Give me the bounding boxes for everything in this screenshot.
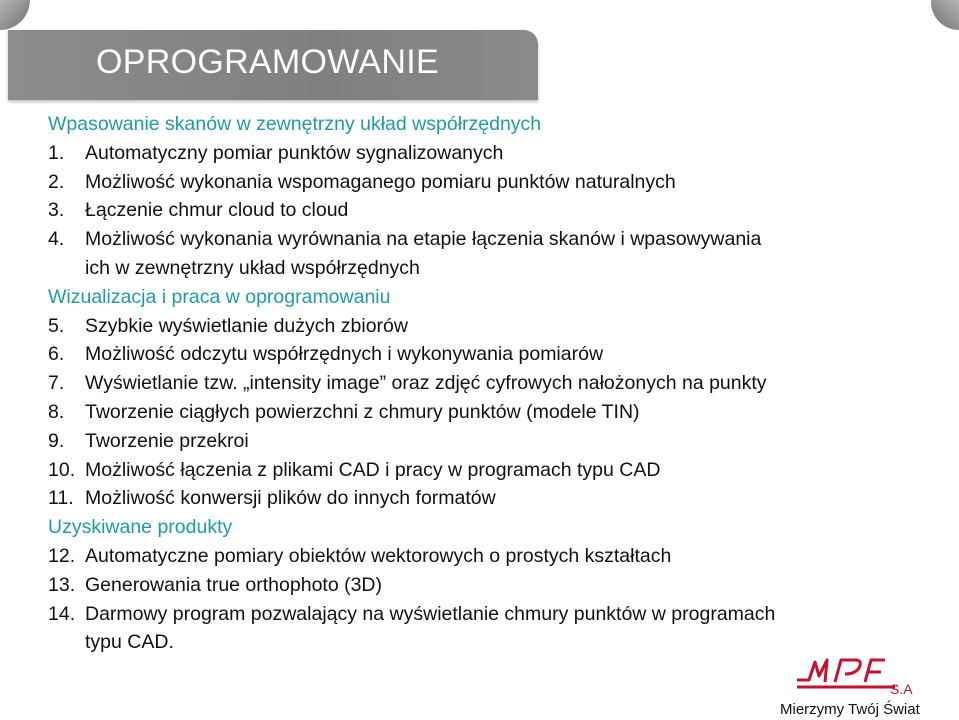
list-item-number: 9. — [48, 429, 65, 452]
list-item-continuation: ich w zewnętrzny układ współrzędnych — [85, 256, 420, 279]
list-item — [48, 600, 928, 629]
list-item — [48, 225, 928, 254]
list-item-text: Możliwość wykonania wspomaganego pomiaru punktów naturalnych — [85, 170, 676, 193]
list-item — [48, 456, 928, 485]
slide-content — [48, 110, 928, 657]
title-banner — [8, 30, 538, 100]
list-item-continuation: typu CAD. — [85, 631, 174, 654]
section-heading: Wpasowanie skanów w zewnętrzny układ współrzędnych — [48, 113, 542, 135]
list-item-number: 13. — [48, 573, 76, 596]
list-item-number: 14. — [48, 602, 76, 625]
list-item — [48, 369, 928, 398]
company-logo — [780, 652, 945, 720]
list-item-number: 6. — [48, 343, 65, 366]
list-item — [48, 484, 928, 513]
list-item-text: Automatyczne pomiary obiektów wektorowych o prostych kształtach — [85, 544, 672, 567]
mpl-logo-icon — [795, 652, 905, 694]
list-item-number: 5. — [48, 314, 65, 337]
list-item — [48, 168, 928, 197]
list-item — [48, 571, 928, 600]
list-item-number: 10. — [48, 458, 76, 481]
slide-title: OPROGRAMOWANIE — [96, 43, 439, 81]
list-item-text: Możliwość łączenia z plikami CAD i pracy w programach typu CAD — [85, 458, 661, 481]
list-item-number: 11. — [48, 487, 74, 510]
list-item-text: Wyświetlanie tzw. „intensity image” oraz zdjęć cyfrowych nałożonych na punkty — [85, 372, 767, 395]
list-item-text: Szybkie wyświetlanie dużych zbiorów — [85, 314, 408, 337]
list-item — [48, 340, 928, 369]
list-item-text: Możliwość odczytu współrzędnych i wykonywania pomiarów — [85, 343, 604, 366]
corner-decoration-left — [0, 0, 30, 30]
list-item-text: Tworzenie ciągłych powierzchni z chmury punktów (modele TIN) — [85, 400, 640, 423]
section-heading: Wizualizacja i praca w oprogramowaniu — [48, 285, 391, 308]
list-item-number: 1. — [48, 141, 65, 164]
list-item-text: Tworzenie przekroi — [85, 429, 249, 452]
logo-suffix: S.A — [890, 681, 913, 697]
list-item-number: 8. — [48, 400, 65, 423]
list-item — [48, 312, 928, 341]
list-item-number: 7. — [48, 372, 65, 395]
list-item-number: 12. — [48, 544, 76, 567]
list-item-text: Automatyczny pomiar punktów sygnalizowanych — [85, 141, 504, 164]
list-item-text: Generowania true orthophoto (3D) — [85, 573, 383, 596]
list-item-number: 2. — [48, 170, 65, 193]
section-heading: Uzyskiwane produkty — [48, 516, 233, 539]
logo-slogan: Mierzymy Twój Świat — [780, 701, 920, 718]
corner-decoration-right — [931, 0, 959, 30]
list-item — [48, 542, 928, 571]
list-item — [48, 139, 928, 168]
list-item-text: Łączenie chmur cloud to cloud — [85, 199, 349, 222]
list-item-number: 4. — [48, 228, 65, 251]
list-item — [48, 398, 928, 427]
list-item-text: Możliwość wykonania wyrównania na etapie łączenia skanów i wpasowywania — [85, 228, 762, 251]
list-item-text: Możliwość konwersji plików do innych formatów — [85, 487, 496, 510]
list-item — [48, 196, 928, 225]
list-item — [48, 427, 928, 456]
list-item-number: 3. — [48, 199, 65, 222]
list-item-text: Darmowy program pozwalający na wyświetlanie chmury punktów w programach — [85, 602, 776, 625]
